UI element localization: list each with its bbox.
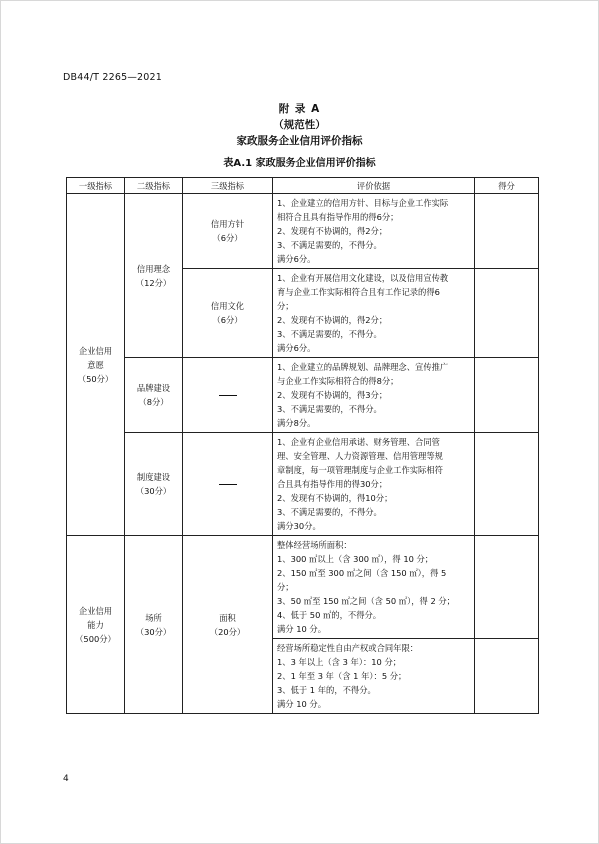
- level2-cell: 制度建设 （30分）: [125, 433, 183, 536]
- score-cell[interactable]: [475, 269, 539, 358]
- table-row: [67, 358, 539, 433]
- level3-cell: 面积 （20分）: [183, 536, 273, 714]
- table-row: [67, 194, 539, 269]
- appendix-label: 附 录 A: [278, 103, 321, 115]
- appendix-normative: （规范性）: [273, 119, 326, 131]
- col-header-level3: 三级指标: [183, 178, 273, 194]
- page-number: 4: [63, 774, 69, 784]
- level3-cell-empty: [183, 433, 273, 536]
- level2-cell: 信用理念 （12分）: [125, 194, 183, 358]
- table-row: [67, 433, 539, 536]
- standard-code: DB44/T 2265—2021: [63, 72, 162, 83]
- criteria-cell: 1、企业有开展信用文化建设，以及信用宣传教 育与企业工作实际相符合且有工作记录的得6 分； 2、发现有不协调的，得2分； 3、不满足需要的，不得分。 满分6分。: [273, 269, 475, 358]
- appendix-title: 家政服务企业信用评价指标: [236, 135, 363, 147]
- col-header-level2: 二级指标: [125, 178, 183, 194]
- score-cell[interactable]: [475, 194, 539, 269]
- table-caption: 表A.1 家政服务企业信用评价指标: [223, 158, 376, 169]
- evaluation-table: [66, 177, 539, 714]
- criteria-cell: 1、企业有企业信用承诺、财务管理、合同管 理、安全管理、人力资源管理、信用管理等规 章制度，每一项管理制度与企业工作实际相符 合且具有指导作用的得30分； 2、发现有不协调的，得10分； 3、不满足需要的，不得分。 满分30分。: [273, 433, 475, 536]
- score-cell[interactable]: [475, 536, 539, 639]
- score-cell[interactable]: [475, 433, 539, 536]
- level1-cell: 企业信用 意愿 （50分）: [67, 194, 125, 536]
- col-header-score: 得分: [475, 178, 539, 194]
- em-dash: [219, 395, 237, 396]
- criteria-cell: 整体经营场所面积： 1、300 ㎡以上（含 300 ㎡），得 10 分； 2、150 ㎡至 300 ㎡之间（含 150 ㎡），得 5 分； 3、50 ㎡至 150 ㎡之间（含 50 ㎡），得 2 分； 4、低于 50 ㎡的，不得分。 满分 10 分。: [273, 536, 475, 639]
- criteria-cell: 1、企业建立的品牌规划、品牌理念、宣传推广 与企业工作实际相符合的得8分； 2、发现有不协调的，得3分； 3、不满足需要的，不得分。 满分8分。: [273, 358, 475, 433]
- level2-cell: 品牌建设 （8分）: [125, 358, 183, 433]
- em-dash: [219, 484, 237, 485]
- table-header-row: [67, 178, 539, 194]
- criteria-cell: 经营场所稳定性自由产权或合同年限： 1、3 年以上（含 3 年）：10 分； 2、1 年至 3 年（含 1 年）：5 分； 3、低于 1 年的，不得分。 满分 10 分。: [273, 639, 475, 714]
- level2-cell: 场所 （30分）: [125, 536, 183, 714]
- level3-cell-empty: [183, 358, 273, 433]
- score-cell[interactable]: [475, 358, 539, 433]
- level1-cell: 企业信用 能力 （500分）: [67, 536, 125, 714]
- table-row: [67, 536, 539, 639]
- criteria-cell: 1、企业建立的信用方针、目标与企业工作实际 相符合且具有指导作用的得6分； 2、发现有不协调的，得2分； 3、不满足需要的，不得分。 满分6分。: [273, 194, 475, 269]
- level3-cell: 信用方针 （6分）: [183, 194, 273, 269]
- col-header-criteria: 评价依据: [273, 178, 475, 194]
- level3-cell: 信用文化 （6分）: [183, 269, 273, 358]
- score-cell[interactable]: [475, 639, 539, 714]
- col-header-level1: 一级指标: [67, 178, 125, 194]
